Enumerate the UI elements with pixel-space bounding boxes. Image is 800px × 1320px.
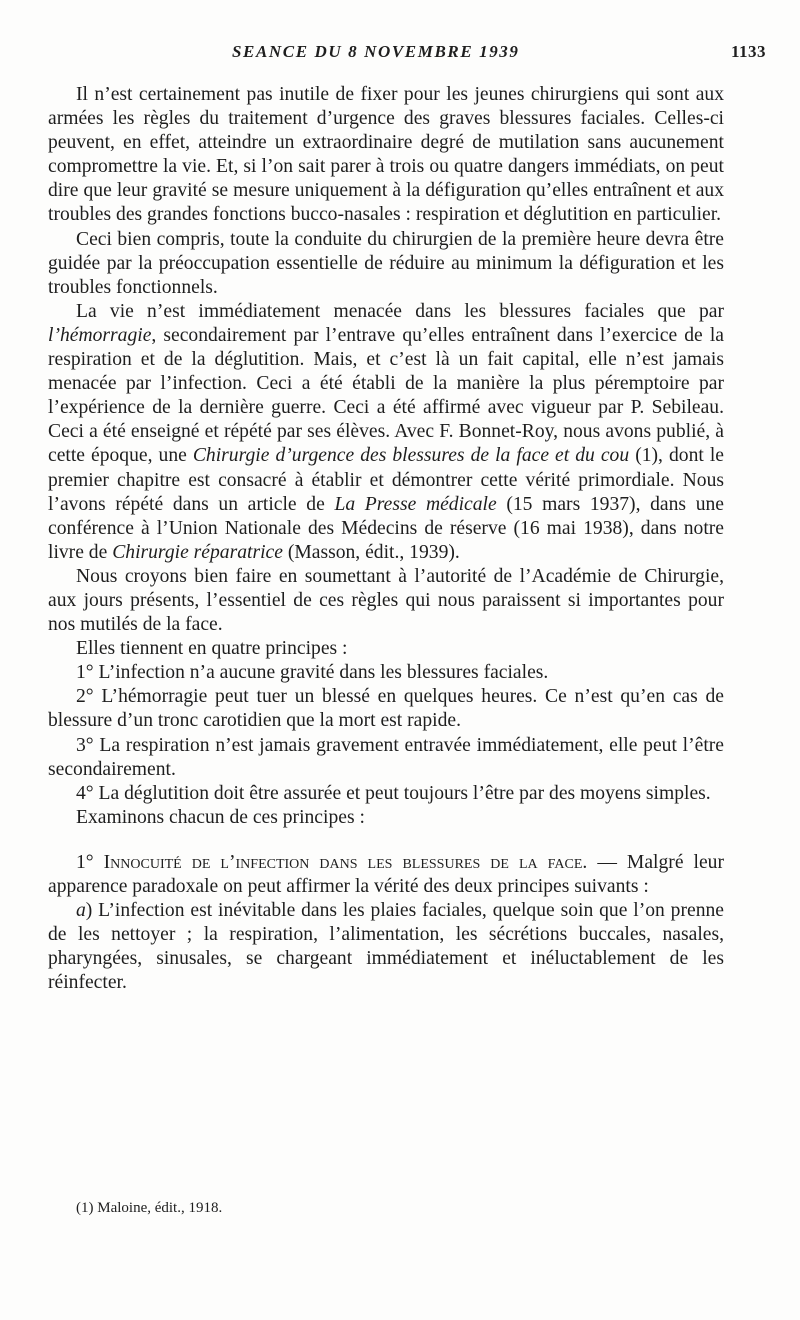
page-number: 1133 — [730, 42, 766, 61]
paragraph-examine: Examinons chacun de ces principes : — [76, 806, 365, 828]
section-heading: Innocuité de l’infection dans les blessures de la face. — [103, 851, 588, 873]
running-head: SEANCE DU 8 NOVEMBRE 1939 — [232, 42, 520, 61]
text-run: (Masson, édit., 1939). — [282, 541, 460, 563]
principle-3: 3° La respiration n’est jamais gravement entravée immédiatement, elle peut l’être secondairement. — [48, 734, 724, 780]
emphasis-hemorrhage: l’hémorragie — [48, 324, 152, 346]
paragraph-principles-intro: Elles tiennent en quatre principes : — [76, 638, 348, 660]
section-1-paragraph — [48, 851, 724, 899]
paragraph-danger — [48, 300, 724, 565]
text-run: (15 mars 1937), dans une conférence à l’Union Nationale des Médecins de réserve (16 mai 1938), dans notre livre de — [48, 493, 724, 563]
footnote: (1) Maloine, édit., 1918. — [76, 1200, 223, 1216]
point-label: a — [76, 900, 86, 922]
principle-2: 2° L’hémorragie peut tuer un blessé en quelques heures. Ce n’est qu’en cas de blessure d’un tronc carotidien que la mort est rapide. — [48, 686, 724, 732]
book-title: Chirurgie d’urgence des blessures de la face et du cou — [192, 445, 630, 467]
principle-4: 4° La déglutition doit être assurée et peut toujours l’être par des moyens simples. — [76, 782, 711, 804]
section-number: 1° — [76, 851, 104, 873]
text-run: — Malgré leur apparence paradoxale on peut affirmer la vérité des deux principes suivants : — [48, 851, 724, 897]
paragraph-submission: Nous croyons bien faire en soumettant à l’autorité de l’Académie de Chirurgie, aux jours présents, l’essentiel de ces règles qui nous paraissent si importantes pour nos mutilés de la face. — [48, 565, 724, 636]
text-run: ) L’infection est inévitable dans les plaies faciales, quelque soin que l’on prenne de les nettoyer ; la respiration, l’alimentation, les sécrétions buccales, nasales, pharyngées, sinusales, se chargeant immédiatement et inéluctablement de les réinfecter. — [48, 900, 724, 994]
paragraph-intro: Il n’est certainement pas inutile de fixer pour les jeunes chirurgiens qui sont aux armées les règles du traitement d’urgence des graves blessures faciales. Celles-ci peuvent, en effet, atteindre un extraordinaire degré de mutilation sans aucunement compromettre la vie. Et, si l’on sait parer à trois ou quatre dangers immédiats, on peut dire que leur gravité se mesure uniquement à la défiguration qu’elles entraînent et aux troubles des grandes fonctions bucco-nasales : respiration et déglutition en particulier. — [48, 84, 724, 226]
book-title: Chirurgie réparatrice — [112, 541, 283, 563]
article-body — [48, 83, 724, 995]
text-run: (1), dont le premier chapitre est consacré à établir et démontrer cette vérité primordiale. Nous l’avons répété dans un article de — [48, 445, 724, 515]
text-run: , secondairement par l’entrave qu’elles entraînent dans l’exercice de la respiration et de la déglutition. Mais, et c’est là un fait capital, elle n’est jamais menacée par l’infection. Ceci a été établi de la manière la plus péremptoire par l’expérience de la dernière guerre. Ceci a été affirmé avec vigueur par P. Sebileau. Ceci a été enseigné et répété par ses élèves. Avec F. Bonnet-Roy, nous avons publié, à cette époque, une — [48, 324, 724, 467]
text-run: La vie n’est immédiatement menacée dans les blessures faciales que par — [76, 300, 724, 322]
point-a — [48, 899, 724, 995]
paragraph-conduct: Ceci bien compris, toute la conduite du chirurgien de la première heure devra être guidée par la préoccupation essentielle de réduire au minimum la défiguration et les troubles fonctionnels. — [48, 228, 724, 298]
principle-1: 1° L’infection n’a aucune gravité dans les blessures faciales. — [76, 662, 549, 684]
journal-title: La Presse médicale — [334, 493, 497, 515]
page-header — [48, 40, 766, 68]
